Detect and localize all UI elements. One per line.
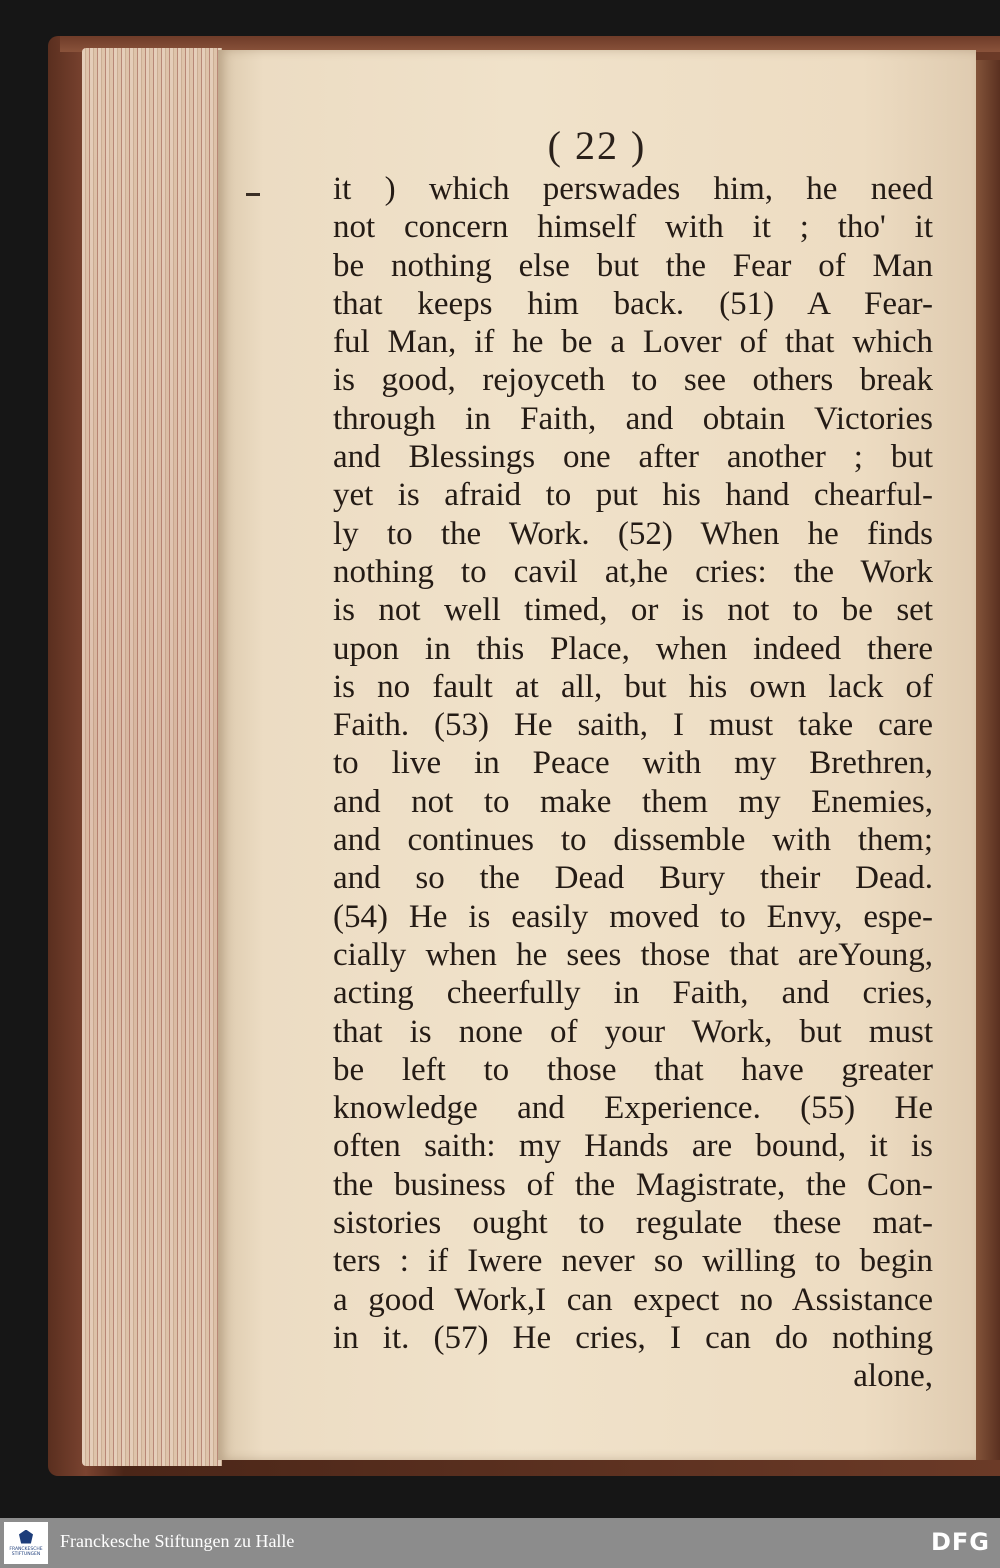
dfg-logo[interactable]: DFG xyxy=(930,1528,990,1556)
text-line: that keeps him back. (51) A Fear- xyxy=(333,285,933,322)
catchword: alone, xyxy=(853,1358,933,1395)
text-line: (54) He is easily moved to Envy, espe- xyxy=(333,898,933,935)
book-page xyxy=(218,50,976,1460)
logo-icon xyxy=(19,1530,33,1544)
text-line: yet is afraid to put his hand chearful- xyxy=(333,477,933,514)
text-line: cially when he sees those that areYoung, xyxy=(333,936,933,973)
institution-logo[interactable] xyxy=(4,1522,48,1564)
footer-bar xyxy=(0,1518,1000,1568)
text-line: be nothing else but the Fear of Man xyxy=(333,247,933,284)
text-line: acting cheerfully in Faith, and cries, xyxy=(333,975,933,1012)
text-line: not concern himself with it ; tho' it xyxy=(333,209,933,246)
text-line: to live in Peace with my Brethren, xyxy=(333,745,933,782)
text-line: sistories ought to regulate these mat- xyxy=(333,1205,933,1242)
text-line: is not well timed, or is not to be set xyxy=(333,592,933,629)
text-line: often saith: my Hands are bound, it is xyxy=(333,1128,933,1165)
text-line: upon in this Place, when indeed there xyxy=(333,630,933,667)
text-line: it ) which perswades him, he need xyxy=(333,171,933,207)
right-binding xyxy=(972,60,1000,1460)
text-line: ters : if Iwere never so willing to begin xyxy=(333,1243,933,1280)
logo-text xyxy=(9,1547,42,1557)
margin-dash xyxy=(246,193,260,196)
text-line: and not to make them my Enemies, xyxy=(333,783,933,820)
text-line: ly to the Work. (52) When he finds xyxy=(333,515,933,552)
text-line: in it. (57) He cries, I can do nothing xyxy=(333,1319,933,1356)
text-line: is no fault at all, but his own lack of xyxy=(333,668,933,705)
text-line: ful Man, if he be a Lover of that which xyxy=(333,324,933,361)
text-line: that is none of your Work, but must xyxy=(333,1013,933,1050)
logo-text-line2: STIFTUNGEN xyxy=(11,1551,41,1557)
page-number: ( 22 ) xyxy=(547,123,647,168)
text-line: knowledge and Experience. (55) He xyxy=(333,1090,933,1127)
text-line: is good, rejoyceth to see others break xyxy=(333,362,933,399)
institution-name[interactable]: Franckesche Stiftungen zu Halle xyxy=(60,1531,295,1551)
logo-text-line1: FRANCKESCHE xyxy=(9,1546,43,1552)
text-line: and continues to dissemble with them; xyxy=(333,822,933,859)
text-line: be left to those that have greater xyxy=(333,1051,933,1088)
text-line: and Blessings one after another ; but xyxy=(333,439,933,476)
text-line: Faith. (53) He saith, I must take care xyxy=(333,707,933,744)
page-text xyxy=(333,170,933,1396)
page-edges xyxy=(82,48,222,1466)
text-line: a good Work,I can expect no Assistance xyxy=(333,1281,933,1318)
text-line: and so the Dead Bury their Dead. xyxy=(333,860,933,897)
text-line: the business of the Magistrate, the Con- xyxy=(333,1166,933,1203)
text-line: through in Faith, and obtain Victories xyxy=(333,400,933,437)
text-line: nothing to cavil at,he cries: the Work xyxy=(333,553,933,590)
